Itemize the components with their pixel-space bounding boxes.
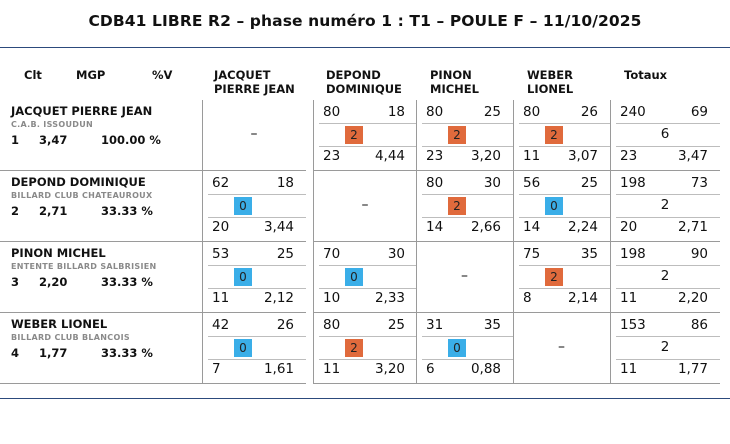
player-pct: 33.33 % [101, 275, 153, 289]
match-cell [202, 313, 306, 384]
loss-badge: 0 [234, 197, 252, 215]
cell-divider [616, 194, 720, 195]
average-value: 3,07 [567, 148, 598, 164]
innings-value: 69 [690, 104, 708, 120]
cell-divider [319, 123, 417, 124]
innings-value: 35 [580, 246, 598, 262]
player-pct: 100.00 % [101, 133, 161, 147]
player-rank: 2 [11, 204, 20, 218]
series-value: 20 [620, 219, 638, 235]
win-badge: 2 [345, 339, 363, 357]
match-cell [513, 242, 610, 313]
series-value: 14 [426, 219, 444, 235]
column-divider [313, 100, 314, 384]
average-value: 2,20 [677, 290, 708, 306]
player-row-header [0, 313, 202, 384]
totals-cell [610, 242, 720, 313]
cell-divider [519, 123, 610, 124]
player-row-header [0, 242, 202, 313]
player-name: WEBER LIONEL [11, 317, 108, 331]
cell-divider [519, 146, 610, 147]
totals-cell [610, 313, 720, 384]
player-name: DEPOND DOMINIQUE [11, 175, 146, 189]
points-value: 80 [323, 317, 341, 333]
header-totals: Totaux [624, 68, 668, 82]
player-rank: 3 [11, 275, 20, 289]
innings-value: 18 [387, 104, 405, 120]
player-mgp: 2,20 [39, 275, 68, 289]
average-value: 0,88 [470, 361, 501, 377]
player-name: JACQUET PIERRE JEAN [11, 104, 153, 118]
cell-divider [208, 194, 306, 195]
header-col-2: DEPOND DOMINIQUE [326, 68, 402, 96]
innings-value: 86 [690, 317, 708, 333]
match-cell [313, 100, 417, 171]
match-cell [313, 242, 417, 313]
match-cell [416, 242, 513, 313]
series-value: 7 [212, 361, 221, 377]
series-value: 14 [523, 219, 541, 235]
empty-dash: – [361, 197, 369, 213]
series-value: 10 [323, 290, 341, 306]
average-value: 2,33 [374, 290, 405, 306]
cell-divider [422, 336, 513, 337]
average-value: 1,77 [677, 361, 708, 377]
points-value: 70 [323, 246, 341, 262]
loss-badge: 0 [545, 197, 563, 215]
cell-divider [616, 336, 720, 337]
player-stats [11, 346, 153, 360]
innings-value: 73 [690, 175, 708, 191]
cell-divider [319, 336, 417, 337]
cell-divider [422, 146, 513, 147]
points-value: 80 [426, 104, 444, 120]
loss-badge: 0 [345, 268, 363, 286]
average-value: 1,61 [263, 361, 294, 377]
match-cell [313, 171, 417, 242]
win-badge: 2 [545, 126, 563, 144]
player-rank: 1 [11, 133, 20, 147]
empty-dash: – [250, 126, 258, 142]
player-pct: 33.33 % [101, 346, 153, 360]
cell-divider [519, 194, 610, 195]
innings-value: 26 [580, 104, 598, 120]
player-rank: 4 [11, 346, 20, 360]
cell-divider [616, 359, 720, 360]
series-value: 11 [620, 290, 638, 306]
innings-value: 30 [483, 175, 501, 191]
player-stats [11, 275, 153, 289]
player-pct: 33.33 % [101, 204, 153, 218]
average-value: 2,14 [567, 290, 598, 306]
series-value: 23 [323, 148, 341, 164]
points-value: 153 [620, 317, 646, 333]
player-club: C.A.B. ISSOUDUN [11, 120, 93, 129]
match-points-total: 2 [660, 268, 670, 284]
player-mgp: 1,77 [39, 346, 68, 360]
player-row-header [0, 100, 202, 171]
column-divider [202, 100, 203, 384]
average-value: 2,66 [470, 219, 501, 235]
cell-divider [319, 146, 417, 147]
series-value: 11 [523, 148, 541, 164]
innings-value: 18 [276, 175, 294, 191]
cell-divider [616, 123, 720, 124]
page-title: CDB41 LIBRE R2 – phase numéro 1 : T1 – POULE F – 11/10/2025 [88, 12, 642, 30]
points-value: 80 [426, 175, 444, 191]
match-points-total: 2 [660, 339, 670, 355]
header-col-1: JACQUET PIERRE JEAN [214, 68, 295, 96]
player-club: BILLARD CLUB BLANCOIS [11, 333, 130, 342]
match-cell [513, 171, 610, 242]
average-value: 4,44 [374, 148, 405, 164]
win-badge: 2 [545, 268, 563, 286]
cell-divider [208, 336, 306, 337]
innings-value: 25 [387, 317, 405, 333]
match-cell [416, 313, 513, 384]
cell-divider [319, 359, 417, 360]
points-value: 56 [523, 175, 541, 191]
cell-divider [422, 194, 513, 195]
innings-value: 90 [690, 246, 708, 262]
column-divider [610, 100, 611, 384]
average-value: 3,44 [263, 219, 294, 235]
match-points-total: 6 [660, 126, 670, 142]
header-col-3: PINON MICHEL [430, 68, 479, 96]
header-pct: %V [152, 68, 173, 82]
match-cell [513, 100, 610, 171]
column-divider [513, 100, 514, 384]
cell-divider [616, 265, 720, 266]
cell-divider [208, 265, 306, 266]
match-cell [202, 242, 306, 313]
cell-divider [519, 217, 610, 218]
match-cell [416, 171, 513, 242]
average-value: 3,20 [374, 361, 405, 377]
empty-dash: – [461, 268, 468, 284]
cell-divider [319, 288, 417, 289]
win-badge: 2 [448, 126, 466, 144]
match-cell [202, 171, 306, 242]
player-club: BILLARD CLUB CHATEAUROUX [11, 191, 153, 200]
series-value: 6 [426, 361, 435, 377]
points-value: 42 [212, 317, 230, 333]
innings-value: 26 [276, 317, 294, 333]
points-value: 80 [323, 104, 341, 120]
cell-divider [208, 359, 306, 360]
cell-divider [422, 123, 513, 124]
player-name: PINON MICHEL [11, 246, 106, 260]
average-value: 3,47 [677, 148, 708, 164]
innings-value: 25 [580, 175, 598, 191]
cell-divider [616, 146, 720, 147]
totals-cell [610, 100, 720, 171]
points-value: 80 [523, 104, 541, 120]
series-value: 20 [212, 219, 230, 235]
average-value: 2,24 [567, 219, 598, 235]
cell-divider [208, 288, 306, 289]
bottom-rule [0, 398, 730, 399]
match-points-total: 2 [660, 197, 670, 213]
loss-badge: 0 [448, 339, 466, 357]
points-value: 53 [212, 246, 230, 262]
average-value: 3,20 [470, 148, 501, 164]
points-value: 240 [620, 104, 646, 120]
player-row-header [0, 171, 202, 242]
cell-divider [616, 217, 720, 218]
average-value: 2,12 [263, 290, 294, 306]
header-col-4: WEBER LIONEL [527, 68, 574, 96]
totals-cell [610, 171, 720, 242]
innings-value: 30 [387, 246, 405, 262]
player-mgp: 2,71 [39, 204, 68, 218]
series-value: 8 [523, 290, 532, 306]
series-value: 11 [323, 361, 341, 377]
cell-divider [208, 217, 306, 218]
innings-value: 35 [483, 317, 501, 333]
series-value: 23 [620, 148, 638, 164]
header-clt: Clt [24, 68, 42, 82]
empty-dash: – [558, 339, 565, 355]
column-divider [416, 100, 417, 384]
cell-divider [616, 288, 720, 289]
match-cell [313, 313, 417, 384]
loss-badge: 0 [234, 339, 252, 357]
player-stats [11, 133, 161, 147]
series-value: 23 [426, 148, 444, 164]
average-value: 2,71 [677, 219, 708, 235]
points-value: 62 [212, 175, 230, 191]
win-badge: 2 [345, 126, 363, 144]
points-value: 198 [620, 246, 646, 262]
match-cell [416, 100, 513, 171]
points-value: 198 [620, 175, 646, 191]
cell-divider [519, 265, 610, 266]
player-club: ENTENTE BILLARD SALBRISIEN [11, 262, 157, 271]
match-cell [202, 100, 306, 171]
match-cell [513, 313, 610, 384]
cell-divider [422, 359, 513, 360]
series-value: 11 [620, 361, 638, 377]
player-mgp: 3,47 [39, 133, 68, 147]
innings-value: 25 [276, 246, 294, 262]
loss-badge: 0 [234, 268, 252, 286]
innings-value: 25 [483, 104, 501, 120]
player-stats [11, 204, 153, 218]
win-badge: 2 [448, 197, 466, 215]
cell-divider [422, 217, 513, 218]
points-value: 31 [426, 317, 444, 333]
top-rule [0, 47, 730, 48]
cell-divider [319, 265, 417, 266]
points-value: 75 [523, 246, 541, 262]
series-value: 11 [212, 290, 230, 306]
header-mgp: MGP [76, 68, 106, 82]
cell-divider [519, 288, 610, 289]
